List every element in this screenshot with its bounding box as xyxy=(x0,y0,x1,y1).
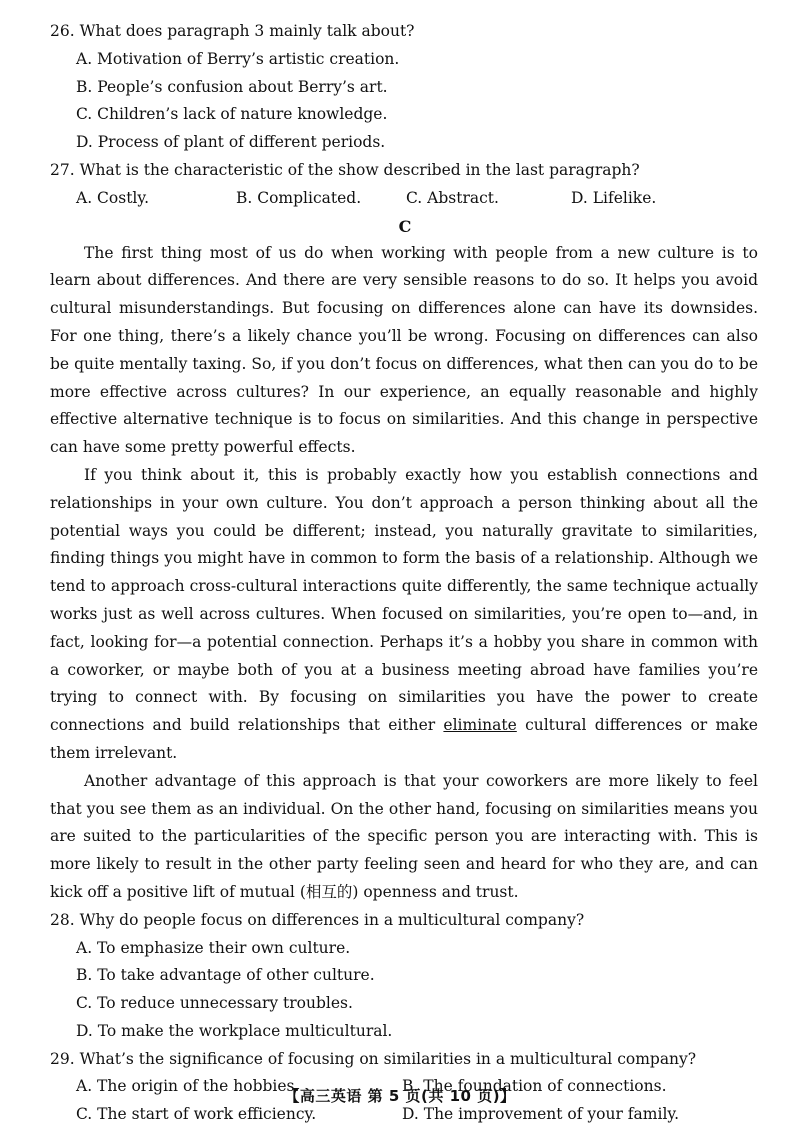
question-28-option-b: B. To take advantage of other culture. xyxy=(76,966,375,985)
question-28-option-d: D. To make the workplace multicultural. xyxy=(76,1021,393,1040)
question-29-option-a: A. The origin of the hobbies. xyxy=(76,1077,300,1096)
question-26-option-a: A. Motivation of Berry’s artistic creation. xyxy=(76,49,400,68)
question-26-stem: 26. What does paragraph 3 mainly talk about? xyxy=(50,22,415,40)
passage-paragraph-2-text-before: If you think about it, this is probably exactly how you establish connections and relationships in your own culture. You don’t approach a person thinking about all the potential ways you could be different; instead, you naturally gravitate to similarities, finding things you might have in common to form the basis of a relationship. Although we tend to approach cross-cultural interactions quite differently, the same technique actually works just as well across cultures. When focused on similarities, you’re open to—and, in fact, looking for—a potential connection. Perhaps it’s a hobby you share in common with a coworker, or maybe both of you at a business meeting abroad have families you’re trying to connect with. By focusing on similarities you have the power to create connections and build relationships that either xyxy=(50,465,758,735)
question-26-option-d: D. Process of plant of different periods. xyxy=(76,133,386,152)
section-title: C xyxy=(398,216,412,236)
question-26-option-b: B. People’s confusion about Berry’s art. xyxy=(76,77,388,96)
question-27-option-c: C. Abstract. xyxy=(406,188,499,207)
passage-paragraph-3: Another advantage of this approach is that your coworkers are more likely to feel that you see them as an individual. On the other hand, focusing on similarities means you are suited to the particularities of the specific person you are interacting with. This is more likely to result in the other party feeling seen and heard for who they are, and can kick off a positive lift of mutual (相互的) openness and trust. xyxy=(50,771,758,901)
question-29-option-c: C. The start of work efficiency. xyxy=(76,1105,317,1124)
question-27-option-b: B. Complicated. xyxy=(236,188,362,207)
question-29-option-d: D. The improvement of your family. xyxy=(402,1105,680,1124)
question-27-stem: 27. What is the characteristic of the show described in the last paragraph? xyxy=(50,160,640,179)
question-29-option-b: B. The foundation of connections. xyxy=(402,1077,667,1096)
passage-paragraph-1: The first thing most of us do when working with people from a new culture is to learn about differences. And there are very sensible reasons to do so. It helps you avoid cultural misunderstandings. But focusing on differences alone can have its downsides. For one thing, there’s a likely chance you’ll be wrong. Focusing on differences can also be quite mentally taxing. So, if you don’t focus on differences, what then can you do to be more effective across cultures? In our experience, an equally reasonable and highly effective alternative technique is to focus on similarities. And this change in perspective can have some pretty powerful effects. xyxy=(50,243,758,457)
passage-paragraph-2 xyxy=(50,462,760,768)
question-29-stem: 29. What’s the significance of focusing on similarities in a multicultural company? xyxy=(50,1049,697,1068)
question-27-option-a: A. Costly. xyxy=(76,188,150,207)
question-28-option-a: A. To emphasize their own culture. xyxy=(76,938,351,957)
passage-paragraph-2-text-after: cultural differences or make them irrelevant. xyxy=(50,716,758,762)
underlined-word: eliminate xyxy=(443,716,517,735)
question-28-option-c: C. To reduce unnecessary troubles. xyxy=(76,994,353,1013)
question-28-stem: 28. Why do people focus on differences in a multicultural company? xyxy=(50,910,585,929)
question-26-option-c: C. Children’s lack of nature knowledge. xyxy=(76,105,388,124)
page-footer: 【高三英语 第 5 页(共 10 页)】 xyxy=(284,1087,516,1105)
question-27-options xyxy=(50,185,760,213)
question-27-option-d: D. Lifelike. xyxy=(571,188,657,207)
